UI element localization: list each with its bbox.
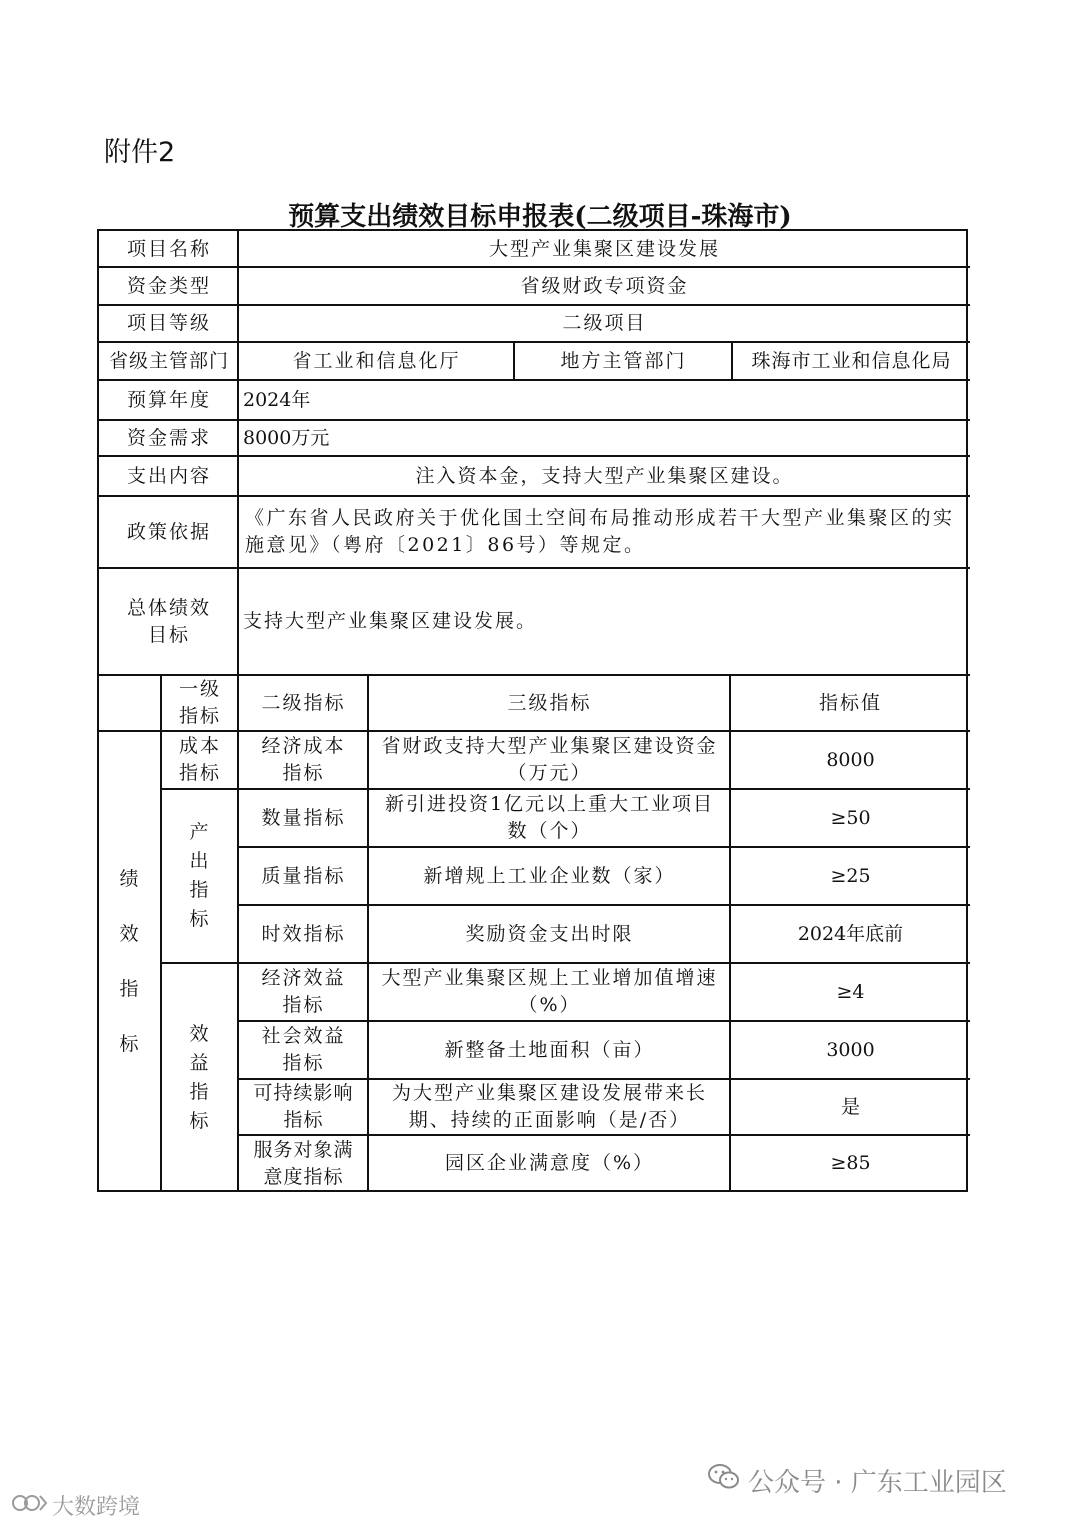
overall-goal-value: 支持大型产业集聚区建设发展。: [243, 610, 538, 632]
project-name-value: 大型产业集聚区建设发展: [488, 237, 720, 260]
prov-dept-value: 省工业和信息化厅: [292, 349, 461, 372]
level2-cell: 服务对象满意度指标: [253, 1138, 354, 1188]
level3-cell: 新整备土地面积（亩）: [444, 1038, 655, 1061]
level3-cell: 新引进投资1亿元以上重大工业项目数（个）: [384, 793, 715, 842]
watermark: [10, 1490, 140, 1521]
level1-benefit: [162, 963, 238, 1192]
header-value: 指标值: [818, 691, 882, 714]
level1-char: 指: [189, 879, 211, 901]
level3-cell: 园区企业满意度（%）: [444, 1152, 655, 1174]
policy-label: 政策依据: [126, 520, 211, 543]
level1-cost: 成本指标: [178, 735, 221, 784]
header-level2: 二级指标: [261, 691, 346, 714]
section-char: 效: [119, 922, 141, 945]
attachment-label: 附件2: [104, 137, 176, 168]
level2-cell: 质量指标: [261, 864, 346, 887]
expense-label: 支出内容: [126, 464, 211, 487]
value-cell: ≥4: [836, 980, 865, 1003]
level2-cell: 经济成本指标: [261, 735, 346, 784]
local-dept-value: 珠海市工业和信息化局: [751, 349, 952, 372]
watermark-text: 大数跨境: [52, 1495, 141, 1520]
footer-text: 公众号 · 广东工业园区: [748, 1468, 1007, 1498]
level1-char: 产: [189, 821, 211, 843]
fund-type-label: 资金类型: [126, 274, 211, 297]
level3-cell: 大型产业集聚区规上工业增加值增速（%）: [381, 967, 718, 1016]
overall-goal-label: 总体绩效目标: [126, 596, 211, 646]
level3-cell: 为大型产业集聚区建设发展带来长期、持续的正面影响（是/否）: [391, 1082, 707, 1131]
level2-cell: 经济效益指标: [261, 967, 346, 1016]
policy-value: 《广东省人民政府关于优化国土空间布局推动形成若干大型产业集聚区的实施意见》（粤府〔2021〕86号）等规定。: [245, 507, 955, 556]
section-char: 绩: [119, 867, 141, 890]
level2-cell: 可持续影响指标: [253, 1082, 354, 1131]
watermark-logo-icon: [10, 1492, 48, 1520]
level3-cell: 省财政支持大型产业集聚区建设资金（万元）: [381, 735, 718, 784]
level3-cell: 奖励资金支出时限: [465, 922, 634, 945]
value-cell: ≥85: [830, 1152, 871, 1174]
project-name-label: 项目名称: [126, 237, 211, 260]
level1-char: 效: [189, 1022, 211, 1045]
level1-output: [162, 789, 238, 963]
level3-cell: 新增规上工业企业数（家）: [423, 864, 676, 887]
section-char: 指: [119, 977, 141, 1000]
level2-cell: 社会效益指标: [261, 1025, 346, 1074]
level2-cell: 时效指标: [261, 922, 346, 945]
indicators-section-label: [99, 731, 161, 1192]
level1-char: 益: [189, 1051, 211, 1074]
prov-dept-label: 省级主管部门: [108, 349, 229, 372]
fund-demand-value: 8000万元: [243, 426, 330, 449]
expense-value: 注入资本金，支持大型产业集聚区建设。: [415, 464, 794, 487]
value-cell: 是: [840, 1095, 860, 1118]
level1-char: 出: [189, 850, 211, 872]
section-char: 标: [119, 1032, 141, 1055]
header-level1: 一级指标: [178, 678, 221, 727]
budget-year-label: 预算年度: [126, 388, 211, 411]
level1-char: 指: [189, 1080, 211, 1103]
level1-char: 标: [189, 1109, 211, 1132]
value-cell: 3000: [826, 1038, 875, 1061]
value-cell: 2024年底前: [797, 922, 904, 945]
budget-year-value: 2024年: [243, 388, 311, 411]
wechat-icon: [708, 1463, 740, 1498]
level1-char: 标: [189, 908, 211, 930]
level2-cell: 数量指标: [261, 806, 346, 829]
footer-account[interactable]: [708, 1462, 1007, 1499]
local-dept-label: 地方主管部门: [560, 349, 687, 372]
project-level-label: 项目等级: [126, 312, 211, 334]
fund-demand-label: 资金需求: [126, 426, 211, 449]
fund-type-value: 省级财政专项资金: [520, 274, 689, 297]
value-cell: ≥25: [830, 864, 871, 887]
value-cell: ≥50: [830, 806, 871, 829]
project-level-value: 二级项目: [562, 312, 647, 334]
performance-table: [97, 229, 968, 1192]
value-cell: 8000: [826, 748, 875, 771]
header-level3: 三级指标: [507, 691, 592, 714]
document-title: 预算支出绩效目标申报表(二级项目-珠海市): [288, 202, 792, 232]
